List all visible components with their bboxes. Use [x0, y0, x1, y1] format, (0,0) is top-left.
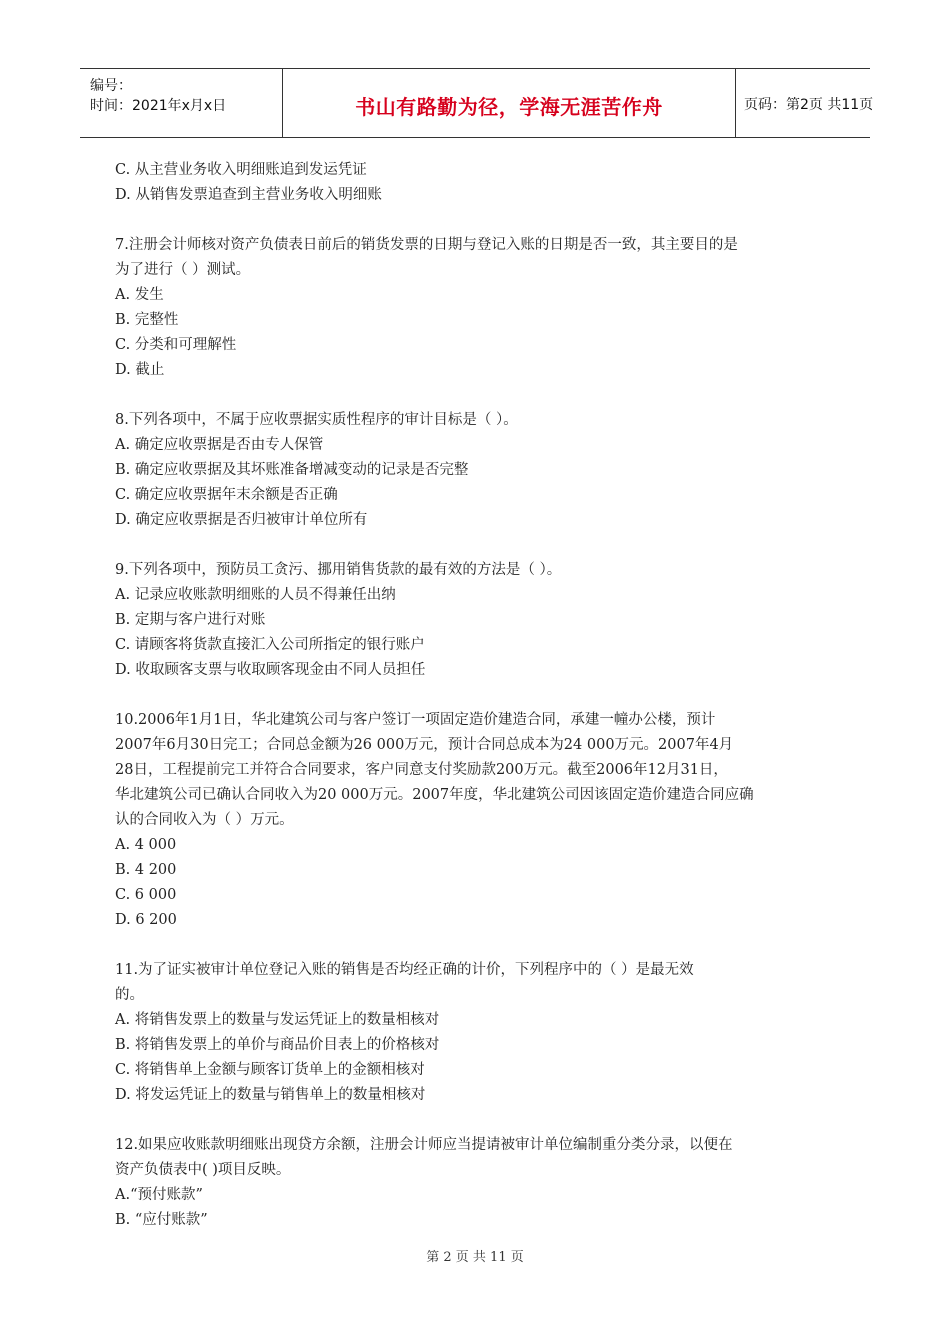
answer-option: B. “应付账款”: [115, 1212, 208, 1228]
question-text-line: 12.如果应收账款明细账出现贷方余额，注册会计师应当提请被审计单位编制重分类分录，以便在: [115, 1137, 733, 1153]
question-text-line: 11.为了证实被审计单位登记入账的销售是否均经正确的计价，下列程序中的（ ）是最无效: [115, 962, 694, 978]
document-number-label: 编号：: [90, 78, 132, 94]
answer-option: A. 4 000: [115, 837, 177, 853]
answer-option: B. 完整性: [115, 312, 179, 328]
question-text-line: 28日，工程提前完工并符合合同要求，客户同意支付奖励款200万元。截至2006年12月31日，: [115, 762, 728, 778]
header-page-code: 页码：第2页 共11页: [744, 97, 874, 113]
question-text-line: 9.下列各项中，预防员工贪污、挪用销售货款的最有效的方法是（ ）。: [115, 562, 562, 578]
question-text-line: 的。: [115, 987, 144, 1003]
answer-option: D. 确定应收票据是否归被审计单位所有: [115, 512, 368, 528]
answer-option: A. 将销售发票上的数量与发运凭证上的数量相核对: [115, 1012, 440, 1028]
answer-option: B. 4 200: [115, 862, 177, 878]
header-motto-cell: [282, 69, 736, 137]
answer-option: D. 将发运凭证上的数量与销售单上的数量相核对: [115, 1087, 426, 1103]
paragraph-gap: [115, 1108, 845, 1133]
question-text-line: 7.注册会计师核对资产负债表日前后的销货发票的日期与登记入账的日期是否一致，其主要目的是: [115, 237, 738, 253]
paragraph-gap: [115, 683, 845, 708]
question-text-line: 为了进行（ ）测试。: [115, 262, 251, 278]
answer-option: D. 收取顾客支票与收取顾客现金由不同人员担任: [115, 662, 426, 678]
page-footer: 第 2 页 共 11 页: [426, 1250, 524, 1265]
header-motto: 书山有路勤为径，学海无涯苦作舟: [355, 95, 663, 119]
answer-option: D. 从销售发票追查到主营业务收入明细账: [115, 187, 382, 203]
answer-option: A. 发生: [115, 287, 164, 303]
answer-option: B. 确定应收票据及其坏账准备增减变动的记录是否完整: [115, 462, 469, 478]
question-content: [115, 158, 845, 1233]
answer-option: A. 确定应收票据是否由专人保管: [115, 437, 324, 453]
answer-option: B. 定期与客户进行对账: [115, 612, 266, 628]
answer-option: A. 记录应收账款明细账的人员不得兼任出纳: [115, 587, 396, 603]
answer-option: C. 将销售单上金额与顾客订货单上的金额相核对: [115, 1062, 425, 1078]
header-info-cell: [80, 69, 282, 137]
paragraph-gap: [115, 933, 845, 958]
paragraph-gap: [115, 208, 845, 233]
answer-option: B. 将销售发票上的单价与商品价目表上的价格核对: [115, 1037, 440, 1053]
answer-option: D. 6 200: [115, 912, 177, 928]
question-text-line: 10.2006年1月1日，华北建筑公司与客户签订一项固定造价建造合同，承建一幢办公楼，预计: [115, 712, 716, 728]
answer-option: A.“预付账款”: [115, 1187, 203, 1203]
paragraph-gap: [115, 533, 845, 558]
page-header: [80, 68, 874, 138]
answer-option: C. 请顾客将货款直接汇入公司所指定的银行账户: [115, 637, 425, 653]
header-page-cell: [736, 69, 874, 137]
answer-option: C. 分类和可理解性: [115, 337, 237, 353]
answer-option: C. 确定应收票据年末余额是否正确: [115, 487, 338, 503]
question-text-line: 8.下列各项中，不属于应收票据实质性程序的审计目标是（ ）。: [115, 412, 518, 428]
answer-option: D. 截止: [115, 362, 165, 378]
answer-option: C. 6 000: [115, 887, 177, 903]
question-text-line: 资产负债表中( )项目反映。: [115, 1162, 291, 1178]
document-date-label: 时间：2021年x月x日: [90, 98, 227, 114]
question-text-line: 华北建筑公司已确认合同收入为20 000万元。2007年度，华北建筑公司因该固定造价建造合同应确: [115, 787, 754, 803]
answer-option: C. 从主营业务收入明细账追到发运凭证: [115, 162, 367, 178]
paragraph-gap: [115, 383, 845, 408]
question-text-line: 认的合同收入为（ ）万元。: [115, 812, 294, 828]
question-text-line: 2007年6月30日完工；合同总金额为26 000万元，预计合同总成本为24 000万元。2007年4月: [115, 737, 734, 753]
